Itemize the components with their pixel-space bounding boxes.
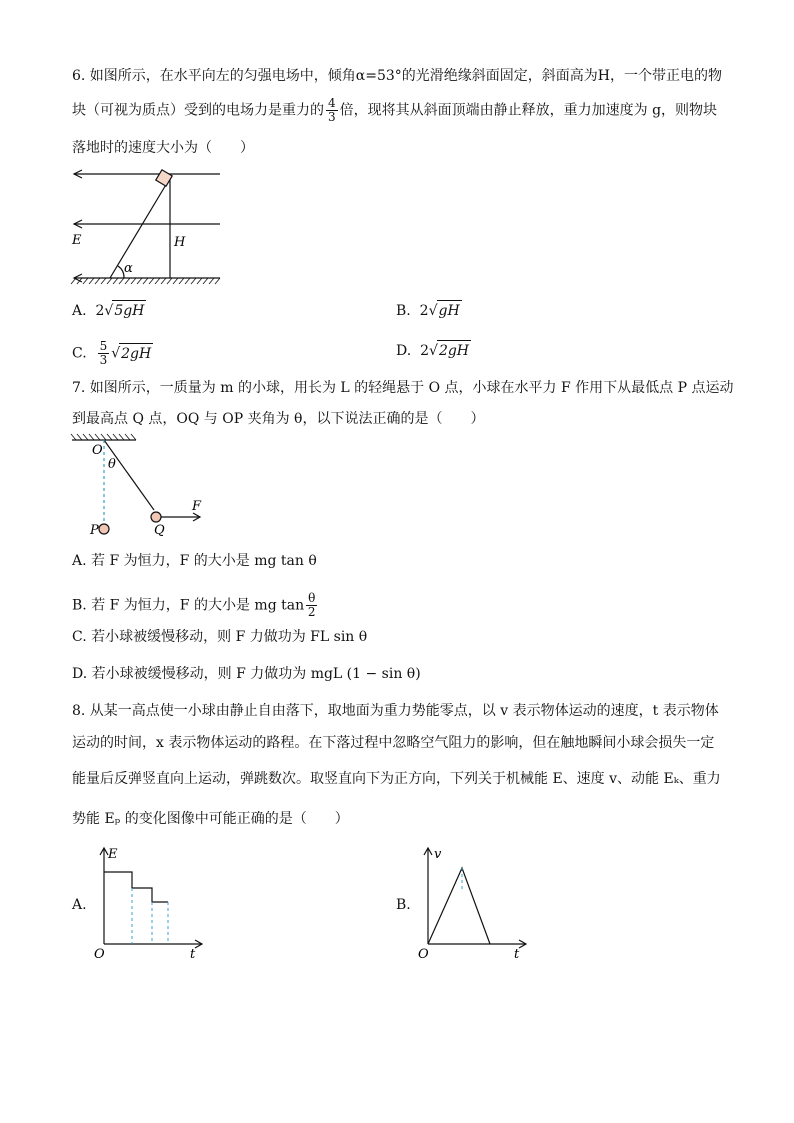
q7-line-1: 7. 如图所示，一质量为 m 的小球，用长为 L 的轻绳悬于 O 点，小球在水平力 F 作用下从最低点 P 点运动 (72, 380, 734, 396)
q7-option-d[interactable]: D. 若小球被缓慢移动，则 F 力做功为 mgL (1 − sin θ) (72, 666, 421, 682)
q6-option-b-radicand: gH (437, 300, 462, 321)
q8-line-3: 能量后反弹竖直向上运动，弹跳数次。取竖直向下为正方向，下列关于机械能 E、速度 v、动能 Eₖ、重力 (72, 771, 721, 787)
q6-option-a-label: A. (72, 303, 87, 319)
q6-line-2 (72, 97, 717, 124)
q6-figure (70, 168, 230, 288)
hatch-mark (89, 434, 94, 440)
ball-Q (151, 512, 161, 522)
label-theta: θ (108, 457, 116, 472)
q6-option-b[interactable]: B. 2√gH (396, 300, 462, 321)
label-P: P (90, 523, 99, 538)
q6-frac-num: 4 (328, 96, 336, 110)
q6-option-c-den: 3 (99, 353, 108, 367)
q6-option-d-label: D. (396, 343, 412, 359)
ball-P (99, 524, 109, 534)
ceiling-hatch (71, 434, 136, 440)
ground-hatch (71, 278, 220, 284)
q6-option-b-coef: 2 (419, 303, 429, 319)
hatch-mark (113, 278, 118, 284)
q6-line-3: 落地时的速度大小为（ ） (72, 140, 254, 156)
origin-label: O (94, 947, 105, 962)
q6-fraction (326, 97, 338, 124)
label-Q: Q (154, 523, 165, 538)
string-line (104, 440, 154, 510)
q7-option-b-text: B. 若 F 为恒力，F 的大小是 mg tan (72, 597, 305, 614)
hatch-mark (101, 278, 106, 284)
hatch-mark (143, 278, 148, 284)
axis-label-t: t (514, 947, 520, 962)
energy-steps (104, 872, 168, 902)
hatch-mark (107, 434, 112, 440)
incline-line (110, 178, 170, 278)
q6-line-2a: 块（可视为质点）受到的电场力是重力的 (72, 102, 324, 119)
q7-option-b[interactable] (72, 592, 319, 619)
hatch-mark (191, 278, 196, 284)
label-H: H (174, 235, 186, 250)
q7-figure (70, 432, 220, 542)
q7-option-b-frac (306, 592, 317, 619)
hatch-mark (161, 278, 166, 284)
label-alpha: α (124, 261, 133, 276)
hatch-mark (149, 278, 154, 284)
q6-option-c[interactable]: C. $\frac{5}{3}$ √2gH (72, 339, 152, 367)
hatch-mark (113, 434, 118, 440)
hatch-mark (89, 278, 94, 284)
q8-figure-b (414, 842, 534, 962)
q6-option-c-num: 5 (99, 339, 108, 353)
origin-label: O (418, 947, 429, 962)
axis-label-v: v (434, 847, 442, 862)
q6-line-2b: 倍，现将其从斜面顶端由静止释放，重力加速度为 g，则物块 (339, 102, 718, 119)
q7-line-2: 到最高点 Q 点，OQ 与 OP 夹角为 θ，以下说法正确的是（ ） (72, 411, 485, 427)
q6-option-d-radicand: 2gH (437, 340, 471, 361)
hatch-mark (95, 434, 100, 440)
hatch-mark (167, 278, 172, 284)
q8-option-b-label[interactable]: B. (396, 897, 411, 913)
hatch-mark (197, 278, 202, 284)
hatch-mark (119, 434, 124, 440)
axis-label-E: E (108, 847, 118, 862)
q6-option-d[interactable]: D. 2√2gH (396, 340, 471, 361)
q7-option-b-den: 2 (307, 605, 316, 619)
hatch-mark (71, 278, 76, 284)
hatch-mark (203, 278, 208, 284)
hatch-mark (119, 278, 124, 284)
hatch-mark (125, 434, 130, 440)
q6-option-c-radicand: 2gH (119, 343, 153, 364)
hatch-mark (131, 278, 136, 284)
hatch-mark (71, 434, 76, 440)
q6-option-a-coef: 2 (95, 303, 105, 319)
q8-option-a-label[interactable]: A. (72, 897, 87, 913)
q8-line-4: 势能 Eₚ 的变化图像中可能正确的是（ ） (72, 811, 349, 827)
q7-option-c[interactable]: C. 若小球被缓慢移动，则 F 力做功为 FL sin θ (72, 629, 368, 645)
velocity-line (428, 868, 490, 944)
hatch-mark (83, 278, 88, 284)
hatch-mark (137, 278, 142, 284)
q6-option-d-coef: 2 (420, 343, 430, 359)
label-O: O (92, 443, 103, 458)
q8-line-2: 运动的时间，x 表示物体运动的路程。在下落过程中忽略空气阻力的影响，但在触地瞬间小球会损失一定 (72, 735, 715, 751)
q8-figure-a (90, 842, 210, 962)
hatch-mark (173, 278, 178, 284)
q6-option-a-radicand: 5gH (112, 300, 146, 321)
hatch-mark (185, 278, 190, 284)
hatch-mark (209, 278, 214, 284)
hatch-mark (179, 278, 184, 284)
hatch-mark (131, 434, 136, 440)
hatch-mark (125, 278, 130, 284)
q6-line-1: 6. 如图所示，在水平向左的匀强电场中，倾角α=53°的光滑绝缘斜面固定，斜面高为H，一个带正电的物 (72, 68, 723, 84)
hatch-mark (155, 278, 160, 284)
label-E: E (72, 233, 82, 248)
q8-line-1: 8. 从某一高点使一小球由静止自由落下，取地面为重力势能零点，以 v 表示物体运动的速度，t 表示物体 (72, 703, 719, 719)
q6-option-a[interactable]: A. 2√5gH (72, 300, 146, 321)
q6-frac-den: 3 (328, 110, 336, 124)
hatch-mark (77, 434, 82, 440)
hatch-mark (107, 278, 112, 284)
q7-option-a[interactable]: A. 若 F 为恒力，F 的大小是 mg tan θ (72, 553, 317, 569)
axis-label-t: t (190, 947, 196, 962)
hatch-mark (101, 434, 106, 440)
q6-option-b-label: B. (396, 303, 411, 319)
hatch-mark (83, 434, 88, 440)
label-F: F (192, 499, 202, 514)
q6-option-c-frac (98, 340, 110, 367)
hatch-mark (95, 278, 100, 284)
hatch-mark (215, 278, 220, 284)
q6-option-c-label: C. (72, 345, 87, 362)
q7-option-b-num: θ (308, 591, 316, 605)
